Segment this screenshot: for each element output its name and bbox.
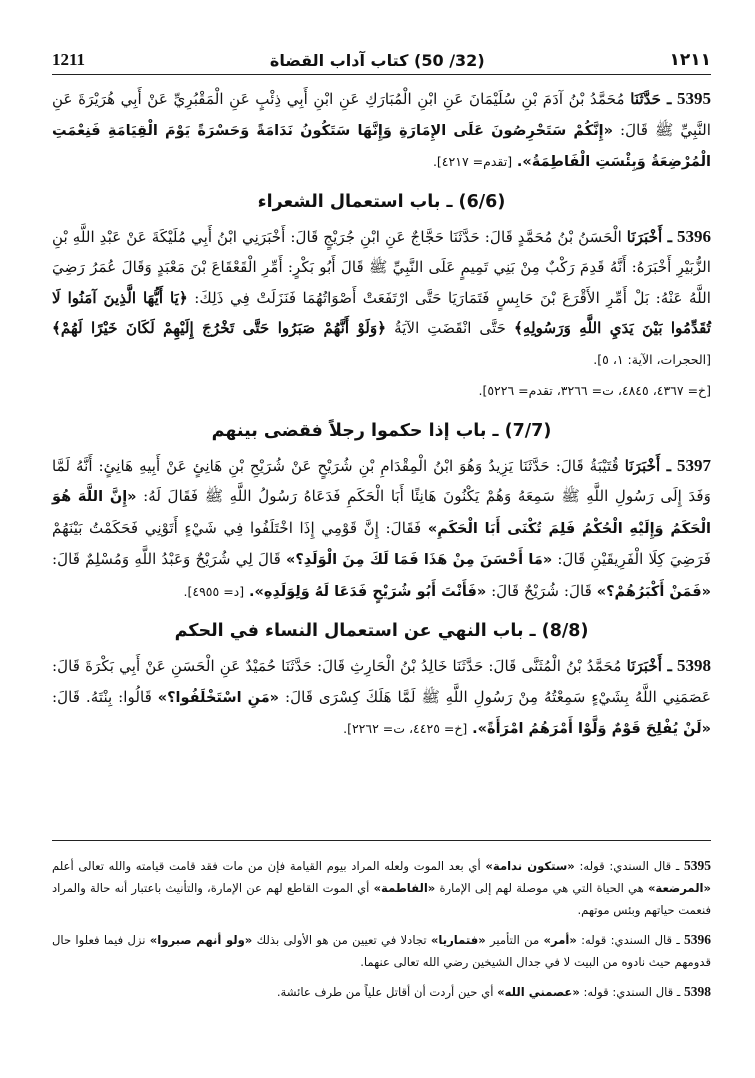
hadith-number: 5395 <box>677 89 712 108</box>
hadith-matn: «فَأَنْتَ أَبُو شُرَيْحٍ فَدَعَا لَهُ وَلِوَلَدِهِ». <box>248 583 487 600</box>
footnote-5395 <box>52 855 711 921</box>
footnote-quote: «المرضعة» <box>647 881 712 895</box>
footnote-text: هي الحياة التي هي موصلة لهم إلى الإمارة <box>439 881 644 895</box>
chapter-heading-7: (7/7) ـ باب إذا حكموا رجلاً فقضى بينهم <box>211 420 552 441</box>
main-text <box>52 84 711 747</box>
hadith-number: 5397 <box>677 455 711 475</box>
footnote-text: نزل فيما فعلوا حال قدومهم حيث نادوه من البيت لا في جدال الشيخين رضي الله تعالى عنهما. <box>52 933 711 969</box>
hadith-narrator-intro: ـ أَخْبَرَنَا <box>626 227 673 246</box>
footnote-quote: «الفاطمة» <box>373 881 436 895</box>
hadith-5395 <box>52 84 711 178</box>
footnote-text: تجادلا في تعيين من هو الأولى بذلك <box>256 933 427 947</box>
footnote-text: أي حين أردت أن أقاتل علياً من طرف عائشة. <box>276 985 494 999</box>
hadith-text: قَالَ لِي شُرَيْحٌ وَعَبْدُ اللَّهِ وَمُسْلِمٌ قَالَ: <box>52 550 281 568</box>
footnote-quote: «فتماريا» <box>430 933 486 947</box>
hadith-text: حَتَّى انْقَضَتِ الآيَةُ <box>394 319 507 337</box>
footnote-lead: ـ قال السندي: قوله: <box>581 933 680 947</box>
hadith-reference: [خ= ٤٤٢٥، ت= ٢٢٦٢]. <box>343 721 468 736</box>
hadith-text: مُحَمَّدُ بْنُ الْمُثَنَّى قَالَ: حَدَّثَنَا خَالِدُ بْنُ الْحَارِثِ قَالَ: حَدَّثَنَا حُمَيْدٌ عَنِ الْحَسَنِ عَنْ أَبِي بَكْرَةَ قَالَ: عَصَمَنِي اللَّهُ بِشَيْءٍ سَمِعْتُهُ مِنْ رَسُولِ اللَّهِ ﷺ لَمَّا هَلَكَ كِسْرَى قَالَ: <box>52 657 712 706</box>
hadith-text: فَقَالَ: إِنَّ قَوْمِي إِذَا اخْتَلَفُوا فِي شَيْءٍ أَتَوْنِي فَحَكَمْتُ بَيْنَهُمْ فَرَضِيَ كِلَا الْفَرِيقَيْنِ قَالَ: <box>52 518 712 568</box>
footnote-lead: ـ قال السندي: قوله: <box>579 859 680 873</box>
footnote-number: 5396 <box>684 932 712 947</box>
hadith-5397 <box>52 451 711 608</box>
chapter-heading-6: (6/6) ـ باب استعمال الشعراء <box>257 191 506 212</box>
hadith-narrator-intro: ـ أَخْبَرَنَا <box>626 657 672 675</box>
hadith-5398 <box>52 651 711 745</box>
page-number-latin: 1211 <box>52 50 86 69</box>
footnote-number: 5395 <box>684 858 712 873</box>
footnote-text: أي الموت القاطع لهم عن الإمارة، والتأنيث باعتبار أنه حالة والمراد فنعمت حياتهم وبئس موتهم. <box>52 881 711 917</box>
footnote-quote: «ستكون ندامة» <box>485 859 575 873</box>
running-title: (32/ 50) كتاب آداب القضاة <box>269 51 485 70</box>
page-header <box>52 44 711 75</box>
hadith-number: 5396 <box>677 226 711 246</box>
hadith-5396 <box>52 222 711 407</box>
footnote-quote: «عصمني الله» <box>497 985 580 999</box>
hadith-number: 5398 <box>677 656 712 675</box>
hadith-text: قَالَ: شُرَيْحٌ قَالَ: <box>491 581 592 600</box>
hadith-narrator-intro: ـ حَدَّثَنَا <box>630 90 672 108</box>
hadith-matn: «إِنَّكُمْ سَتَحْرِصُونَ عَلَى الإِمَارَةِ وَإِنَّهَا سَتَكُونُ نَدَامَةً وَحَسْرَةً يَوْمَ الْقِيَامَةِ فَنِعْمَتِ الْمُرْضِعَةُ وَبِئْسَتِ الْفَاطِمَةُ». <box>52 122 711 170</box>
page-number-arabic: ١٢١١ <box>669 50 711 70</box>
footnote-lead: ـ قال السندي: قوله: <box>583 985 681 999</box>
quran-reference: [الحجرات، الآية: ١، ٥]. <box>593 351 711 367</box>
chapter-heading-8: (8/8) ـ باب النهي عن استعمال النساء في الحكم <box>174 621 589 641</box>
footnote-text: أي بعد الموت ولعله المراد بيوم القيامة فإن من مات فقد قامت قيامته والله تعالى أعلم <box>52 859 481 873</box>
hadith-matn: «لَنْ يُفْلِحَ قَوْمٌ وَلَّوْا أَمْرَهُمُ امْرَأَةً». <box>472 721 711 737</box>
footnotes <box>52 840 711 1011</box>
footnote-5398 <box>52 981 711 1003</box>
hadith-reference: [خ= ٤٣٦٧، ٤٨٤٥، ت= ٣٢٦٦، تقدم= ٥٢٢٦]. <box>478 383 711 398</box>
hadith-reference: [تقدم= ٤٢١٧]. <box>432 154 513 169</box>
footnote-5396 <box>52 929 711 973</box>
hadith-narrator-intro: ـ أَخْبَرَنَا <box>624 456 672 475</box>
hadith-reference: [د= ٤٩٥٥]. <box>183 583 245 599</box>
footnote-number: 5398 <box>684 984 711 999</box>
hadith-matn: «فَمَنْ أَكْبَرُهُمْ؟» <box>596 583 711 600</box>
footnote-text: من التأمير <box>489 933 540 947</box>
hadith-matn: «مَا أَحْسَنَ مِنْ هَذَا فَمَا لَكَ مِنَ الْوَلَدِ؟» <box>286 552 553 568</box>
footnote-quote: «ولو أنهم صبروا» <box>149 933 253 947</box>
quran-verse: ﴿يَا أَيُّهَا الَّذِينَ آمَنُوا لَا تُقَدِّمُوا بَيْنَ يَدَيِ اللَّهِ وَرَسُولِهِ﴾ <box>52 288 712 337</box>
footnote-quote: «أمر» <box>543 933 577 947</box>
hadith-matn: «إِنَّ اللَّهَ هُوَ الْحَكَمُ وَإِلَيْهِ الْحُكْمُ فَلِمَ تُكْنَى أَبَا الْحَكَمِ» <box>52 489 711 537</box>
hadith-text: قَالُوا: بِنْتَهُ. قَالَ: <box>52 687 152 706</box>
hadith-isnad: مُحَمَّدُ بْنُ آدَمَ بْنِ سُلَيْمَانَ عَنِ ابْنِ الْمُبَارَكِ عَنِ ابْنِ أَبِي ذِئْبٍ عَنِ الْمَقْبُرِيِّ عَنْ أَبِي هُرَيْرَةَ عَنِ النَّبِيِّ ﷺ قَالَ: <box>52 90 711 139</box>
hadith-matn: «مَنِ اسْتَخْلَفُوا؟» <box>157 689 280 706</box>
hadith-text: الْحَسَنُ بْنُ مُحَمَّدٍ قَالَ: حَدَّثَنَا حَجَّاجٌ عَنِ ابْنِ جُرَيْجٍ قَالَ: أَخْبَرَنِي ابْنُ أَبِي مُلَيْكَةَ عَنْ عَبْدِ اللَّهِ بْنِ الزُّبَيْرِ أَخْبَرَهُ: أَنَّهُ قَدِمَ رَكْبٌ مِنْ بَنِي تَمِيمٍ عَلَى النَّبِيِّ ﷺ قَالَ أَبُو بَكْرٍ: أَمِّرِ الْقَعْقَاعَ بْنَ مَعْبَدٍ وَقَالَ عُمَرُ رَضِيَ اللَّهُ عَنْهُ: بَلْ أَمِّرِ الأَقْرَعَ بْنَ حَابِسٍ فَتَمَارَيَا حَتَّى ارْتَفَعَتْ أَصْوَاتُهُمَا فَنَزَلَتْ فِي ذَلِكَ: <box>52 227 712 307</box>
quran-verse: ﴿وَلَوْ أَنَّهُمْ صَبَرُوا حَتَّى تَخْرُجَ إِلَيْهِمْ لَكَانَ خَيْرًا لَهُمْ﴾ <box>52 319 387 337</box>
hadith-text: قُتَيْبَةُ قَالَ: حَدَّثَنَا يَزِيدُ وَهُوَ ابْنُ الْمِقْدَامِ بْنِ شُرَيْحٍ عَنْ شُرَيْحِ بْنِ هَانِئٍ عَنْ أَبِيهِ هَانِئٍ: أَنَّهُ لَمَّا وَفَدَ إِلَى رَسُولِ اللَّهِ ﷺ سَمِعَهُ وَهُمْ يَكْنُونَ هَانِئًا أَبَا الْحَكَمِ فَدَعَاهُ رَسُولُ اللَّهِ ﷺ فَقَالَ لَهُ: <box>52 456 711 505</box>
